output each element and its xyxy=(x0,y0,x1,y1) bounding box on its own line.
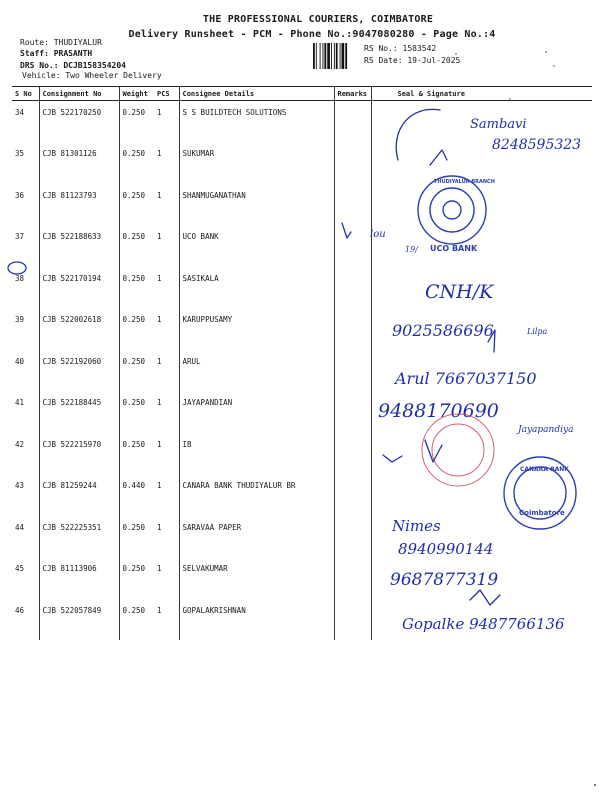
uco-stamp-branch: THUDIYALUR BRANCH xyxy=(434,179,495,185)
row-signature xyxy=(371,225,592,267)
table-row xyxy=(12,516,592,558)
row-signature xyxy=(371,433,592,475)
row-remarks xyxy=(334,599,371,641)
signature-46: Gopalke 9487766136 xyxy=(402,615,565,633)
barcode-bar xyxy=(334,43,335,69)
row-sno: 35 xyxy=(15,149,25,158)
signature-44-name: Nimes xyxy=(392,517,441,535)
row-signature xyxy=(371,391,592,433)
table-row xyxy=(12,101,592,143)
signature-34-phone: 8248595323 xyxy=(492,137,582,153)
row-remarks xyxy=(334,142,371,184)
row-consignee: IB xyxy=(179,433,334,475)
row-weight: 0.250 xyxy=(119,391,154,433)
row-consignment-no: CJB 522002618 xyxy=(39,308,119,350)
table-row xyxy=(12,557,592,599)
row-signature xyxy=(371,267,592,309)
row-weight: 0.250 xyxy=(119,557,154,599)
runsheet-subtitle: Delivery Runsheet - PCM - Phone No.:9047080280 - Page No.:4 xyxy=(128,29,496,40)
drs-text: DRS No.: DCJB158354204 xyxy=(20,61,126,70)
row-sno: 44 xyxy=(15,522,25,532)
row-remarks xyxy=(334,557,371,599)
row-consignment-no: CJB 81123793 xyxy=(39,184,119,226)
row-consignee: SHANMUGANATHAN xyxy=(179,184,334,226)
barcode-bar xyxy=(331,43,332,69)
barcode-bar xyxy=(336,43,338,69)
row-remarks xyxy=(334,391,371,433)
table-header-row xyxy=(12,87,592,101)
signature-39-phone: 9025586696 xyxy=(392,321,494,340)
barcode-bar xyxy=(340,43,341,69)
row-pcs: 1 xyxy=(157,481,162,490)
row-pcs: 1 xyxy=(157,232,162,241)
row-weight: 0.250 xyxy=(119,101,154,143)
row-signature xyxy=(371,184,592,226)
vehicle-text: Vehicle: Two Wheeler Delivery xyxy=(22,71,162,80)
row-weight: 0.250 xyxy=(119,267,154,309)
row-remarks xyxy=(334,433,371,475)
row-consignee: SASIKALA xyxy=(179,267,334,309)
row-pcs: 1 xyxy=(157,564,162,573)
row-consignee: JAYAPANDIAN xyxy=(179,391,334,433)
row-pcs: 1 xyxy=(157,522,162,532)
signature-39-name: Lilpa xyxy=(527,327,548,336)
row-weight: 0.440 xyxy=(119,474,154,516)
row-consignee: KARUPPUSAMY xyxy=(179,308,334,350)
row-remarks xyxy=(334,308,371,350)
row-pcs: 1 xyxy=(157,108,162,117)
row-weight: 0.250 xyxy=(119,308,154,350)
row-signature xyxy=(371,101,592,143)
table-row xyxy=(12,350,592,392)
uco-stamp-label: UCO BANK xyxy=(430,244,478,253)
row-pcs: 1 xyxy=(157,149,162,158)
row-sno: 37 xyxy=(15,232,25,241)
row-remarks xyxy=(334,474,371,516)
table-row xyxy=(12,184,592,226)
signature-37-year: 19/ xyxy=(405,245,418,254)
signature-44-phone: 8940990144 xyxy=(398,540,494,558)
table-row xyxy=(12,474,592,516)
row-sno: 41 xyxy=(15,398,25,407)
barcode-icon xyxy=(313,43,357,69)
row-sno: 40 xyxy=(15,356,25,366)
company-title: THE PROFESSIONAL COURIERS, COIMBATORE xyxy=(202,14,434,25)
row-consignment-no: CJB 522215970 xyxy=(39,433,119,475)
row-weight: 0.250 xyxy=(119,599,154,641)
barcode-bar xyxy=(320,43,321,69)
row-weight: 0.250 xyxy=(119,433,154,475)
row-signature xyxy=(371,142,592,184)
row-weight: 0.250 xyxy=(119,184,154,226)
row-remarks xyxy=(334,350,371,392)
table-row xyxy=(12,308,592,350)
row-weight: 0.250 xyxy=(119,516,154,558)
barcode-bar xyxy=(313,43,315,69)
table-row xyxy=(12,142,592,184)
row-sno: 36 xyxy=(15,190,25,200)
row-consignee: SELVAKUMAR xyxy=(179,557,334,599)
row-signature xyxy=(371,516,592,558)
row-weight: 0.250 xyxy=(119,142,154,184)
row-consignee: SUKUMAR xyxy=(179,142,334,184)
col-header-consignee: Consignee Details xyxy=(179,87,334,101)
table-row xyxy=(12,267,592,309)
signature-41-name: Jayapandiya xyxy=(518,425,574,435)
signature-41-phone: 9488170690 xyxy=(378,400,499,422)
row-consignee: SARAVAA PAPER xyxy=(179,516,334,558)
row-sno: 38 xyxy=(15,273,25,283)
col-header-remarks: Remarks xyxy=(334,87,371,101)
signature-37-note: lou xyxy=(370,229,386,240)
staff-text: Staff: PRASANTH xyxy=(20,49,93,58)
table-row xyxy=(12,391,592,433)
col-header-weight: Weight xyxy=(119,87,154,101)
signature-40: Arul 7667037150 xyxy=(395,369,537,388)
col-header-signature: Seal & Signature xyxy=(371,87,592,101)
row-pcs: 1 xyxy=(157,273,162,283)
row-weight: 0.250 xyxy=(119,350,154,392)
row-consignment-no: CJB 522192060 xyxy=(39,350,119,392)
row-pcs: 1 xyxy=(157,398,162,407)
barcode-bar xyxy=(345,43,347,69)
row-consignee: UCO BANK xyxy=(179,225,334,267)
row-signature xyxy=(371,557,592,599)
row-pcs: 1 xyxy=(157,190,162,200)
col-header-pcs: PCS xyxy=(154,87,179,101)
row-pcs: 1 xyxy=(157,315,162,324)
row-consignment-no: CJB 522225351 xyxy=(39,516,119,558)
signature-45-phone: 9687877319 xyxy=(390,570,499,590)
barcode-bar xyxy=(324,43,326,69)
canara-stamp-city: Coimbatore xyxy=(519,509,565,517)
row-signature xyxy=(371,350,592,392)
row-consignee: GOPALAKRISHNAN xyxy=(179,599,334,641)
table-row xyxy=(12,433,592,475)
table-row xyxy=(12,225,592,267)
row-pcs: 1 xyxy=(157,356,162,366)
row-remarks xyxy=(334,184,371,226)
row-remarks xyxy=(334,516,371,558)
row-signature xyxy=(371,308,592,350)
row-remarks xyxy=(334,267,371,309)
barcode-bar xyxy=(323,43,324,69)
row-consignment-no: CJB 522188445 xyxy=(39,391,119,433)
row-sno: 43 xyxy=(15,481,25,490)
row-sno: 39 xyxy=(15,315,25,324)
row-consignee: ARUL xyxy=(179,350,334,392)
row-consignment-no: CJB 81301126 xyxy=(39,142,119,184)
delivery-table xyxy=(12,86,592,640)
row-consignment-no: CJB 81113906 xyxy=(39,557,119,599)
row-sno: 42 xyxy=(15,439,25,449)
row-sno: 45 xyxy=(15,564,25,573)
barcode-bar xyxy=(342,43,345,69)
barcode-bar xyxy=(327,43,330,69)
row-pcs: 1 xyxy=(157,605,162,615)
barcode-bar xyxy=(316,43,317,69)
row-remarks xyxy=(334,225,371,267)
row-consignment-no: CJB 522170194 xyxy=(39,267,119,309)
row-consignee: S S BUILDTECH SOLUTIONS xyxy=(179,101,334,143)
route-text: Route: THUDIYALUR xyxy=(20,38,102,47)
row-weight: 0.250 xyxy=(119,225,154,267)
row-remarks xyxy=(334,101,371,143)
table-row xyxy=(12,599,592,641)
row-consignment-no: CJB 522057849 xyxy=(39,599,119,641)
row-sno: 34 xyxy=(15,108,25,117)
canara-stamp-label: CANARA BANK xyxy=(520,466,569,473)
row-consignee: CANARA BANK THUDIYALUR BR xyxy=(179,474,334,516)
row-signature xyxy=(371,599,592,641)
row-sno: 46 xyxy=(15,605,25,615)
rs-number: RS No.: 1583542 xyxy=(364,44,437,53)
signature-34-name: Sambavi xyxy=(470,117,527,132)
row-signature xyxy=(371,474,592,516)
col-header-sno: S No xyxy=(12,87,39,101)
signature-38: CNH/K xyxy=(425,281,494,303)
col-header-consignment: Consignment No xyxy=(39,87,119,101)
row-consignment-no: CJB 81259244 xyxy=(39,474,119,516)
row-pcs: 1 xyxy=(157,439,162,449)
row-consignment-no: CJB 522170250 xyxy=(39,101,119,143)
row-consignment-no: CJB 522188633 xyxy=(39,225,119,267)
rs-date: RS Date: 19-Jul-2025 xyxy=(364,56,461,65)
